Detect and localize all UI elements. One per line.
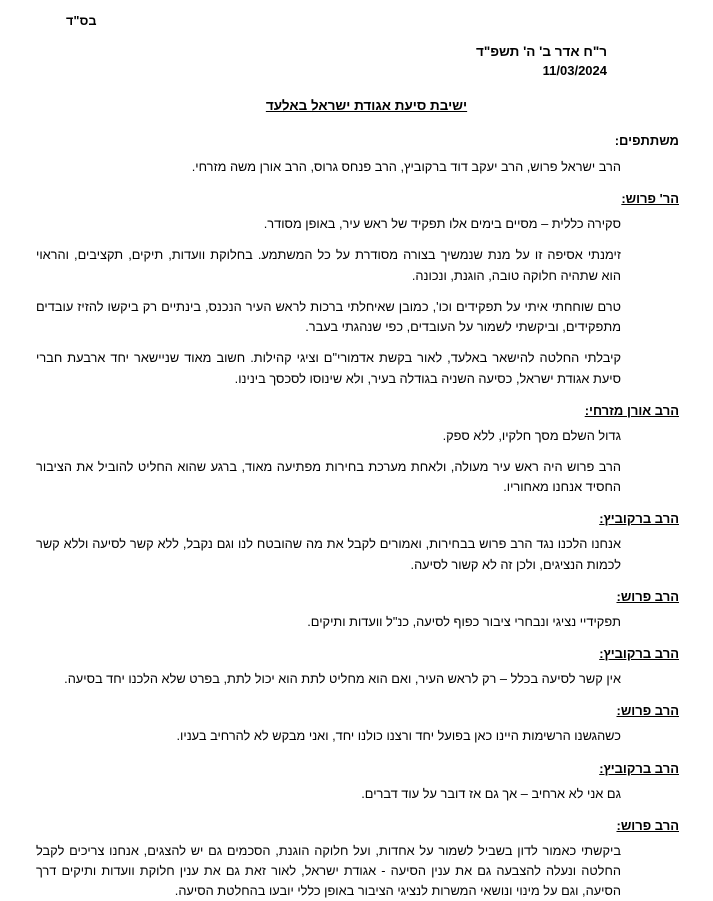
paragraph: כשהגשנו הרשימות היינו כאן בפועל יחד ורצנו כולנו יחד, ואני מבקש לא להרחיב בעניו.	[176, 728, 621, 744]
paragraph: גם אני לא ארחיב – אך גם אז דובר על עוד דברים.	[361, 785, 621, 801]
speaker-label: הרב ברקוביץ:	[599, 646, 679, 662]
section-berkovich-1	[30, 511, 683, 574]
paragraph: הרב פרוש היה ראש עיר מעולה, ולאחת מערכת בחירות מפתיעה מאוד, ברגע שהוא החליט להוביל את הציבור החסיד אנחנו מאחוריו.	[36, 458, 621, 495]
speaker-label: הרב אורן מזרחי:	[584, 402, 679, 418]
speaker-label: הרב פרוש:	[616, 703, 679, 719]
speaker-label: הרב ברקוביץ:	[599, 511, 679, 527]
paragraph: אנחנו הלכנו נגד הרב פרוש בבחירות, ואמורים לקבל את מה שהובטח לנו וגם נקבל, ללא קשר לסיעה וללא קשר לכמות הנציגים, ולכן זה לא קשור לסיעה.	[36, 536, 621, 572]
section-berkovich-2	[30, 646, 683, 689]
bsd-heading: בס"ד	[66, 14, 97, 28]
paragraph: גדול השלם מסך חלקיו, ללא ספק.	[442, 427, 621, 443]
speaker-label: הרב פרוש:	[616, 588, 679, 604]
paragraph: ביקשתי כאמור לדון בשביל לשמור על אחדות, ועל חלוקה הוגנת, הסכמים גם יש להצגים, אנחנו צריכים לקבל החלטה ונעלה להצבעה גם את ענין הסיעה - אגודת ישראל, לאור זאת גם את ענין חלוקת וועדות ותיקים דרך הסיעה, וגם על מינוי ונושאי המשרות לנציגי הציבור באופן כללי יובעו בהחלטת הסיעה.	[36, 842, 621, 899]
participants-line: הרב ישראל פרוש, הרב יעקב דוד ברקוביץ, הרב פנחס גרוס, הרב אורן משה מזרחי.	[191, 159, 621, 174]
speaker-label: הרב פרוש:	[616, 817, 679, 833]
section-berkovich-3	[30, 761, 683, 804]
section-mizrahi	[30, 403, 683, 498]
gregorian-date: 11/03/2024	[542, 63, 607, 78]
speaker-label: הר' פרוש:	[621, 191, 679, 207]
speaker-label: הרב ברקוביץ:	[599, 760, 679, 776]
section-parush-1	[30, 191, 683, 389]
paragraph: סקירה כללית – מסיים בימים אלו תפקיד של ראש עיר, באופן מסודר.	[263, 216, 621, 232]
paragraph: תפקידיי נציגי ונבחרי ציבור כפוף לסיעה, כנ"ל וועדות ותיקים.	[307, 613, 621, 629]
section-parush-2	[30, 589, 683, 632]
paragraph: זימנתי אסיפה זו על מנת שנמשיך בצורה מסודרת על כל המשתמע. בחלוקת וועדות, תיקים, תקציבים, והראוי הוא שתהיה חלוקה טובה, הוגנת, ונכונה.	[36, 247, 621, 283]
section-parush-4	[30, 818, 683, 901]
paragraph: קיבלתי החלטה להישאר באלעד, לאור בקשת אדמורי"ם וציגי קהילות. חשוב מאוד שניישאר יחד ארבעת חברי סיעת אגודת ישראל, כסיעה השניה בגודלה בעיר, ולא שינוסו לסכסך בינינו.	[36, 350, 621, 386]
participants-label: משתתפים:	[614, 133, 679, 148]
paragraph: אין קשר לסיעה בכלל – רק לראש העיר, ואם הוא מחליט לתת הוא יכול לתת, בפרט שלא הלכנו יחד בסיעה.	[64, 671, 621, 687]
page-title: ישיבת סיעת אגודת ישראל באלעד	[265, 98, 468, 113]
paragraph: טרם שוחחתי איתי על תפקידים וכו', כמובן שאיחלתי ברכות לראש העיר הנכנס, בינתיים רק ביקשו להזיז עובדים מתפקידים, וביקשתי לשמור על העובדים, כפי שנהגתי בעבר.	[36, 298, 621, 335]
participants-block	[30, 133, 683, 177]
section-parush-3	[30, 703, 683, 746]
hebrew-date: ר"ח אדר ב' ה' תשפ"ד	[475, 44, 607, 59]
